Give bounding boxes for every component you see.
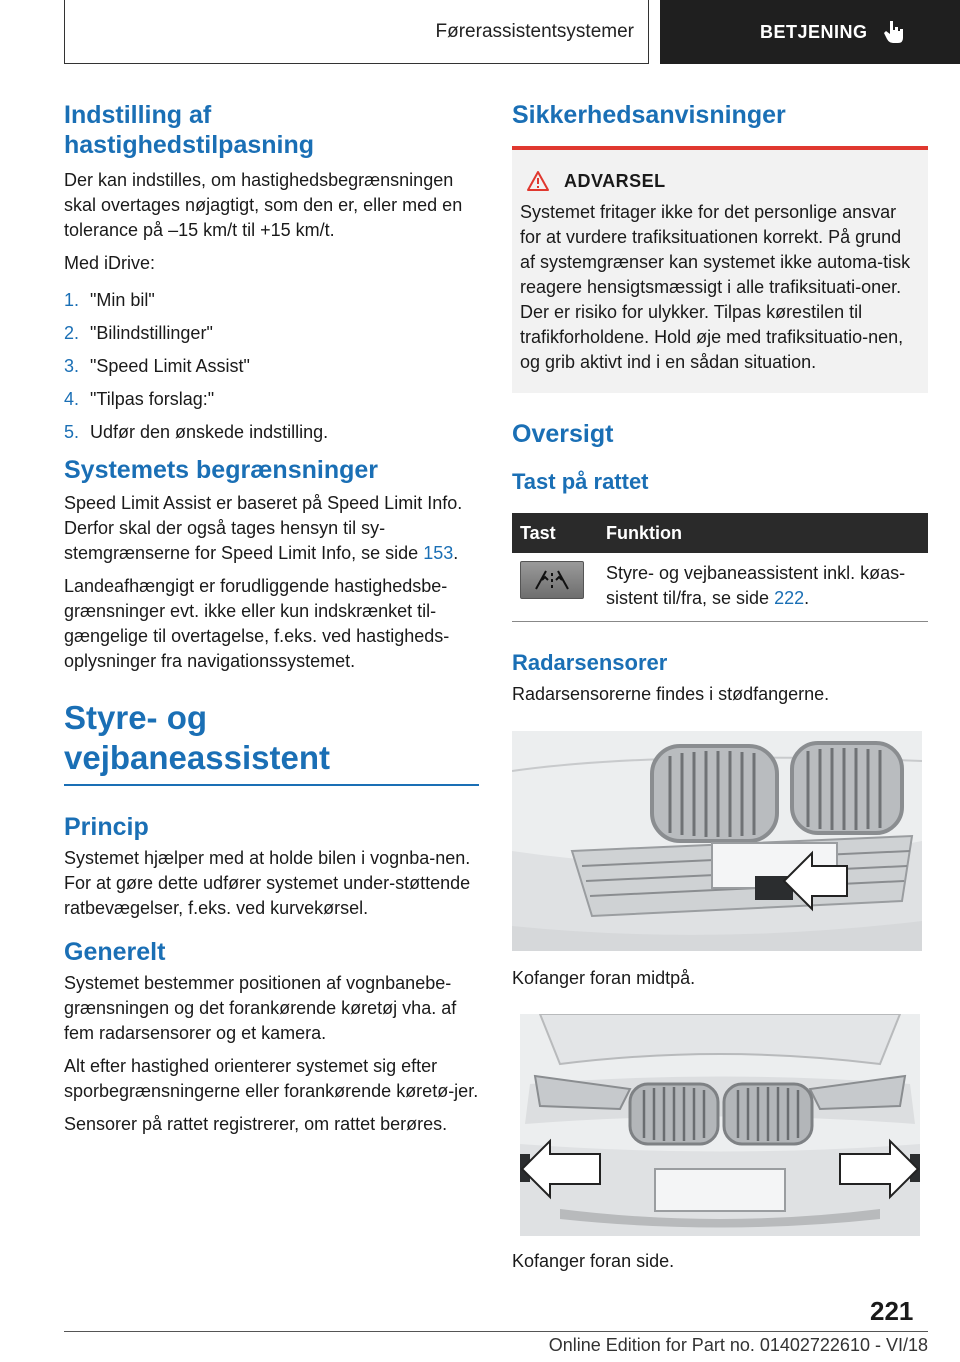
text-radarsensorer: Radarsensorerne findes i stødfangerne. [512, 684, 830, 704]
heading-oversigt: Oversigt [512, 420, 614, 448]
footer-rule [64, 1331, 928, 1332]
heading-sikkerhedsanvisninger: Sikkerhedsanvisninger [512, 101, 786, 129]
heading-tast-paa-rattet: Tast på rattet [512, 469, 649, 494]
idrive-steps [64, 288, 479, 445]
list-item: 2. "Bilindstillinger" [64, 323, 213, 343]
footer-edition: Online Edition for Part no. 01402722610 - VI/18 [548, 1335, 928, 1355]
heading-styre-vejbaneassistent: Styre- og vejbaneassistent [64, 699, 330, 776]
section-header [660, 0, 960, 64]
list-item: 5. Udfør den ønskede indstilling. [64, 422, 329, 442]
warning-text: Systemet fritager ikke for det personlige ansvar for at vurdere trafiksituationen korrekt. På grund af systemgrænser kan systemet ikke automa-tisk reagere hensigtsmæssigt i alle trafiksituati-oner. Der er risiko for ulykker. Tilpas kørestilen til trafikforholdene. Hold øje med trafiksituatio-nen, og grib aktivt ind i en sådan situation. [520, 202, 911, 372]
text-idrive: Med iDrive: [64, 253, 156, 273]
page-link-153[interactable]: 153 [423, 543, 454, 563]
text-princip: Systemet hjælper med at holde bilen i vognba-nen. For at gøre dette udfører systemet under-støttende ratbevægelser, f.eks. ved kurvekørsel. [64, 848, 471, 918]
text-indstilling: Der kan indstilles, om hastighedsbegrænsningen skal overtages nøjagtigt, som den er, eller med en tolerance på –15 km/t til +15 km/t. [64, 170, 463, 240]
bumper-side-image [520, 1014, 920, 1236]
hand-pointer-icon [882, 19, 906, 45]
heading-generelt: Generelt [64, 938, 166, 966]
lane-assist-button-icon [520, 561, 584, 599]
left-column [64, 100, 479, 1137]
heading-princip: Princip [64, 813, 149, 841]
text-generelt-2: Alt efter hastighed orienterer systemet sig efter sporbegrænsningerne eller forankørende køretø-jer. [64, 1056, 479, 1101]
right-column [512, 100, 928, 707]
caption-bumper-side: Kofanger foran side. [512, 1251, 675, 1271]
page-link-222[interactable]: 222 [774, 588, 805, 608]
button-table [512, 513, 928, 622]
heading-begraensninger: Systemets begrænsninger [64, 456, 378, 484]
warning-title: ADVARSEL [520, 170, 920, 192]
warning-triangle-icon [526, 170, 550, 192]
caption-bumper-center: Kofanger foran midtpå. [512, 968, 696, 988]
text-generelt-1: Systemet bestemmer positionen af vognbanebe-grænsningen og det forankørende køretøj vha. af fem radarsensorer og et kamera. [64, 973, 457, 1043]
table-header-funktion: Funktion [598, 513, 928, 553]
page-number: 221 [870, 1296, 914, 1326]
list-item: 4. "Tilpas forslag:" [64, 389, 215, 409]
text-begraensninger-1: Speed Limit Assist er baseret på Speed Limit Info. Derfor skal der også tages hensyn til sy-stemgrænserne for Speed Limit Info, se side 153. [64, 493, 463, 563]
list-item: 1. "Min bil" [64, 290, 155, 310]
text-generelt-3: Sensorer på rattet registrerer, om rattet berøres. [64, 1114, 448, 1134]
heading-radarsensorer: Radarsensorer [512, 650, 668, 675]
table-cell-funktion: Styre- og vejbaneassistent inkl. køas-sistent til/fra, se side 222. [598, 553, 928, 622]
section-title: BETJENING [760, 21, 868, 42]
warning-box [512, 146, 928, 393]
chapter-title: Førerassistentsystemer [435, 20, 634, 42]
chapter-header [64, 0, 649, 64]
table-header-tast: Tast [512, 513, 598, 553]
heading-indstilling: Indstilling af hastighedstilpasning [64, 101, 315, 159]
text-begraensninger-2: Landeafhængigt er forudliggende hastighedsbe-grænsninger evt. ikke eller kun indskrænket til-gængelige til overtagelse, f.eks. ved hastigheds-oplysninger fra navigationssystemet. [64, 576, 450, 671]
heading-underline [64, 784, 479, 786]
list-item: 3. "Speed Limit Assist" [64, 356, 250, 376]
table-row [512, 553, 928, 622]
bumper-center-image [512, 731, 922, 951]
